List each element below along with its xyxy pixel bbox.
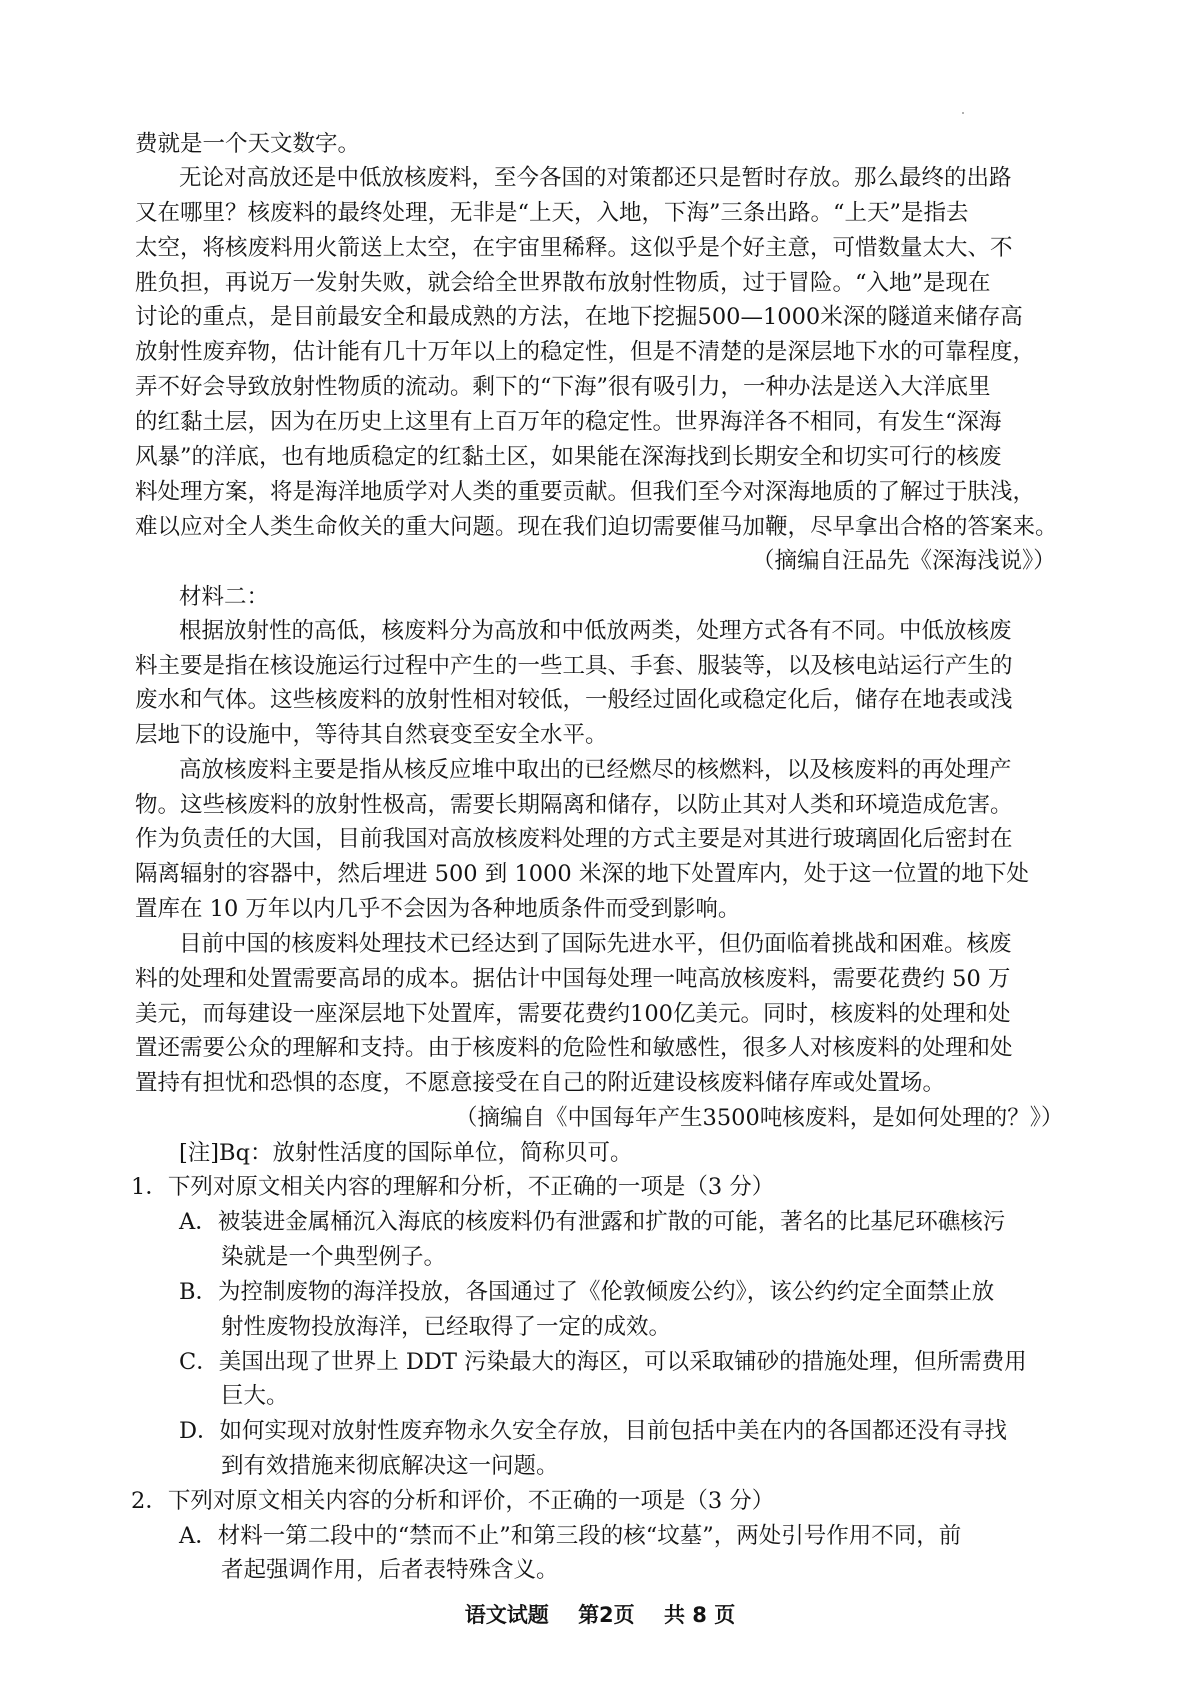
material2-line: 作为负责任的大国，目前我国对高放核废料处理的方式主要是对其进行玻璃固化后密封在 xyxy=(135,826,1013,852)
footer-subject: 语文试题 xyxy=(464,1603,549,1627)
passage1-line: 放射性废弃物，估计能有几十万年以上的稳定性，但是不清楚的是深层地下水的可靠程度， xyxy=(135,339,1036,365)
q1-option-d[interactable]: D．如何实现对放射性废弃物永久安全存放，目前包括中美在内的各国都还没有寻找 xyxy=(179,1418,1008,1444)
q1-option-a-cont: 染就是一个典型例子。 xyxy=(221,1244,447,1270)
material2-line: 置还需要公众的理解和支持。由于核废料的危险性和敏感性，很多人对核废料的处理和处 xyxy=(135,1035,1013,1061)
passage1-line: 无论对高放还是中低放核废料，至今各国的对策都还只是暂时存放。那么最终的出路 xyxy=(179,165,1012,191)
material2-line: 美元，而每建设一座深层地下处置库，需要花费约100亿美元。同时，核废料的处理和处 xyxy=(135,1001,1011,1027)
material2-note: [注]Bq：放射性活度的国际单位，简称贝可。 xyxy=(179,1140,633,1166)
question-2-stem: 2．下列对原文相关内容的分析和评价，不正确的一项是（3 分） xyxy=(131,1488,775,1514)
footer-page-number: 第2页 xyxy=(578,1603,635,1627)
passage1-line: 弄不好会导致放射性物质的流动。剩下的“下海”很有吸引力，一种办法是送入大洋底里 xyxy=(135,374,991,400)
material2-line: 废水和气体。这些核废料的放射性相对较低，一般经过固化或稳定化后，储存在地表或浅 xyxy=(135,687,1013,713)
material2-line: 根据放射性的高低，核废料分为高放和中低放两类，处理方式各有不同。中低放核废 xyxy=(179,618,1012,644)
passage1-line: 太空，将核废料用火箭送上太空，在宇宙里稀释。这似乎是个好主意，可惜数量太大、不 xyxy=(135,235,1013,261)
q2-option-a[interactable]: A．材料一第二段中的“禁而不止”和第三段的核“坟墓”，两处引号作用不同，前 xyxy=(179,1523,962,1549)
material2-line: 层地下的设施中，等待其自然衰变至安全水平。 xyxy=(135,722,608,748)
passage1-line: 又在哪里？核废料的最终处理，无非是“上天，入地，下海”三条出路。“上天”是指去 xyxy=(135,200,969,226)
material2-source: （摘编自《中国每年产生3500吨核废料，是如何处理的？》） xyxy=(455,1105,1064,1131)
material2-line: 料的处理和处置需要高昂的成本。据估计中国每处理一吨高放核废料，需要花费约 50 万 xyxy=(135,966,1011,992)
q1-option-c-cont: 巨大。 xyxy=(221,1383,289,1409)
material2-line: 料主要是指在核设施运行过程中产生的一些工具、手套、服装等，以及核电站运行产生的 xyxy=(135,653,1013,679)
material2-line: 物。这些核废料的放射性极高，需要长期隔离和储存，以防止其对人类和环境造成危害。 xyxy=(135,792,1013,818)
material2-line: 目前中国的核废料处理技术已经达到了国际先进水平，但仍面临着挑战和困难。核废 xyxy=(179,931,1012,957)
q1-option-b[interactable]: B．为控制废物的海洋投放，各国通过了《伦敦倾废公约》，该公约约定全面禁止放 xyxy=(179,1279,995,1305)
material2-line: 高放核废料主要是指从核反应堆中取出的已经燃尽的核燃料，以及核废料的再处理产 xyxy=(179,757,1012,783)
passage1-line: 讨论的重点，是目前最安全和最成熟的方法，在地下挖掘500—1000米深的隧道来储存高 xyxy=(135,304,1023,330)
material2-line: 置持有担忧和恐惧的态度，不愿意接受在自己的附近建设核废料储存库或处置场。 xyxy=(135,1070,946,1096)
question-1-stem: 1．下列对原文相关内容的理解和分析，不正确的一项是（3 分） xyxy=(131,1174,775,1200)
passage1-line: 风暴”的洋底，也有地质稳定的红黏土区，如果能在深海找到长期安全和切实可行的核废 xyxy=(135,444,1002,470)
passage1-line: 的红黏土层，因为在历史上这里有上百万年的稳定性。世界海洋各不相同，有发生“深海 xyxy=(135,409,1002,435)
material2-line: 隔离辐射的容器中，然后埋进 500 到 1000 米深的地下处置库内，处于这一位置的地下处 xyxy=(135,861,1029,887)
q1-option-a[interactable]: A．被装进金属桶沉入海底的核废料仍有泄露和扩散的可能，著名的比基尼环礁核污 xyxy=(179,1209,1006,1235)
footer-total-pages: 共 8 页 xyxy=(664,1603,736,1627)
material2-line: 置库在 10 万年以内几乎不会因为各种地质条件而受到影响。 xyxy=(135,896,741,922)
q2-option-a-cont: 者起强调作用，后者表特殊含义。 xyxy=(221,1557,559,1583)
passage1-line: 料处理方案，将是海洋地质学对人类的重要贡献。但我们至今对深海地质的了解过于肤浅， xyxy=(135,479,1036,505)
page-footer xyxy=(0,1600,1200,1630)
passage1-line: 胜负担，再说万一发射失败，就会给全世界散布放射性物质，过于冒险。“入地”是现在 xyxy=(135,270,991,296)
passage1-line: 难以应对全人类生命攸关的重大问题。现在我们迫切需要催马加鞭，尽早拿出合格的答案来。 xyxy=(135,514,1058,540)
q1-option-c[interactable]: C．美国出现了世界上 DDT 污染最大的海区，可以采取铺砂的措施处理，但所需费用 xyxy=(179,1349,1027,1375)
passage1-line: 费就是一个天文数字。 xyxy=(135,131,361,157)
q1-option-b-cont: 射性废物投放海洋，已经取得了一定的成效。 xyxy=(221,1314,672,1340)
q1-option-d-cont: 到有效措施来彻底解决这一问题。 xyxy=(221,1453,559,1479)
material2-heading: 材料二： xyxy=(179,584,270,610)
passage1-source: （摘编自汪品先《深海浅说》） xyxy=(752,548,1056,574)
scan-speck xyxy=(962,112,964,114)
